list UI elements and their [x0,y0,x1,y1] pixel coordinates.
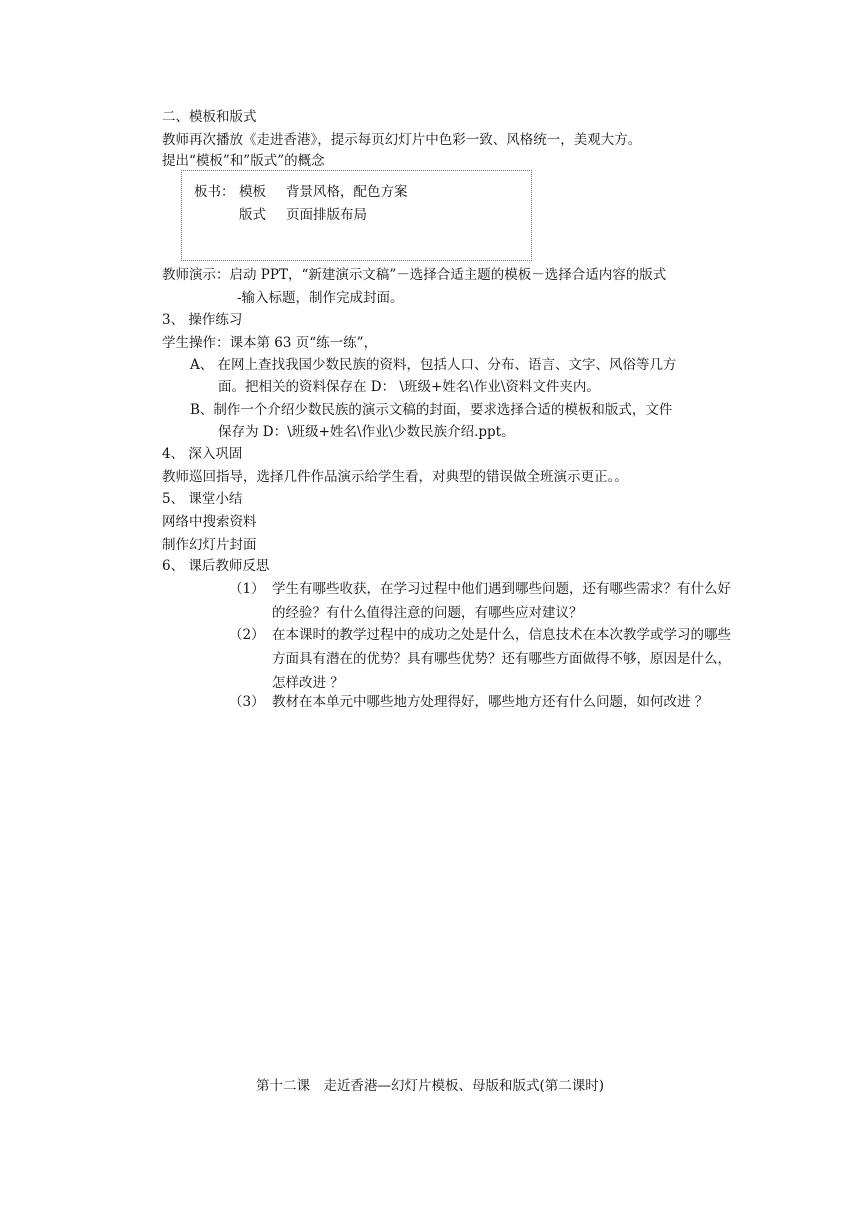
lesson-title-footer: 第十二课 走近香港—幻灯片模板、母版和版式(第二课时) [255,1078,605,1094]
reflection-number: （2） [229,627,265,643]
reflection-number: （1） [229,581,265,597]
board-row1-desc: 背景风格，配色方案 [286,184,408,200]
section2-heading: 二、模板和版式 [162,109,257,125]
section2-line2: 提出“模板”和”版式”的概念 [162,153,325,169]
board-row1-term: 模板 [239,184,266,200]
section4-heading: 4、 深入巩固 [162,446,243,462]
demo-line2: -输入标题，制作完成封面。 [237,290,404,306]
demo-line1: 教师演示：启动 PPT，“新建演示文稿”－选择合适主题的模板－选择合适内容的版式 [162,267,667,283]
section6-heading: 6、 课后教师反思 [162,558,270,574]
section3-heading: 3、 操作练习 [162,312,243,328]
section3-item-b: B、制作一个介绍少数民族的演示文稿的封面，要求选择合适的模板和版式，文件 [190,402,673,418]
reflection-number: （3） [229,694,265,710]
reflection-text: 教材在本单元中哪些地方处理得好，哪些地方还有什么问题，如何改进 ？ [272,694,709,710]
section3-item-a: A、 在网上查找我国少数民族的资料，包括人口、分布、语言、文字、风俗等几方 [190,357,677,373]
section4-text: 教师巡回指导，选择几件作品演示给学生看，对典型的错误做全班演示更正。。 [162,469,628,485]
board-row2-desc: 页面排版布局 [286,207,367,223]
section5-heading: 5、 课堂小结 [162,491,243,507]
section3-item-b-cont: 保存为 D：\班级+姓名\作业\少数民族介绍.ppt。 [218,424,515,440]
reflection-text: 学生有哪些收获，在学习过程中他们遇到哪些问题，还有哪些需求？有什么好的经验？有什么值得注意的问题，有哪些应对建议？ [272,581,731,621]
section5-item2: 制作幻灯片封面 [162,537,257,553]
board-box [181,170,532,261]
section3-intro: 学生操作：课本第 63 页“练一练”， [162,335,378,351]
section3-item-a-cont: 面。把相关的资料保存在 D： \班级+姓名\作业\资料文件夹内。 [218,379,600,395]
board-label: 板书： [194,184,235,200]
section2-line1: 教师再次播放《走进香港》，提示每页幻灯片中色彩一致、风格统一，美观大方。 [162,132,642,148]
reflection-text: 在本课时的教学过程中的成功之处是什么，信息技术在本次教学或学习的哪些方面具有潜在的优势？具有哪些优势？还有哪些方面做得不够，原因是什么，怎样改进 ？ [272,627,731,691]
section5-item1: 网络中搜索资料 [162,514,257,530]
board-row2-term: 版式 [239,207,266,223]
